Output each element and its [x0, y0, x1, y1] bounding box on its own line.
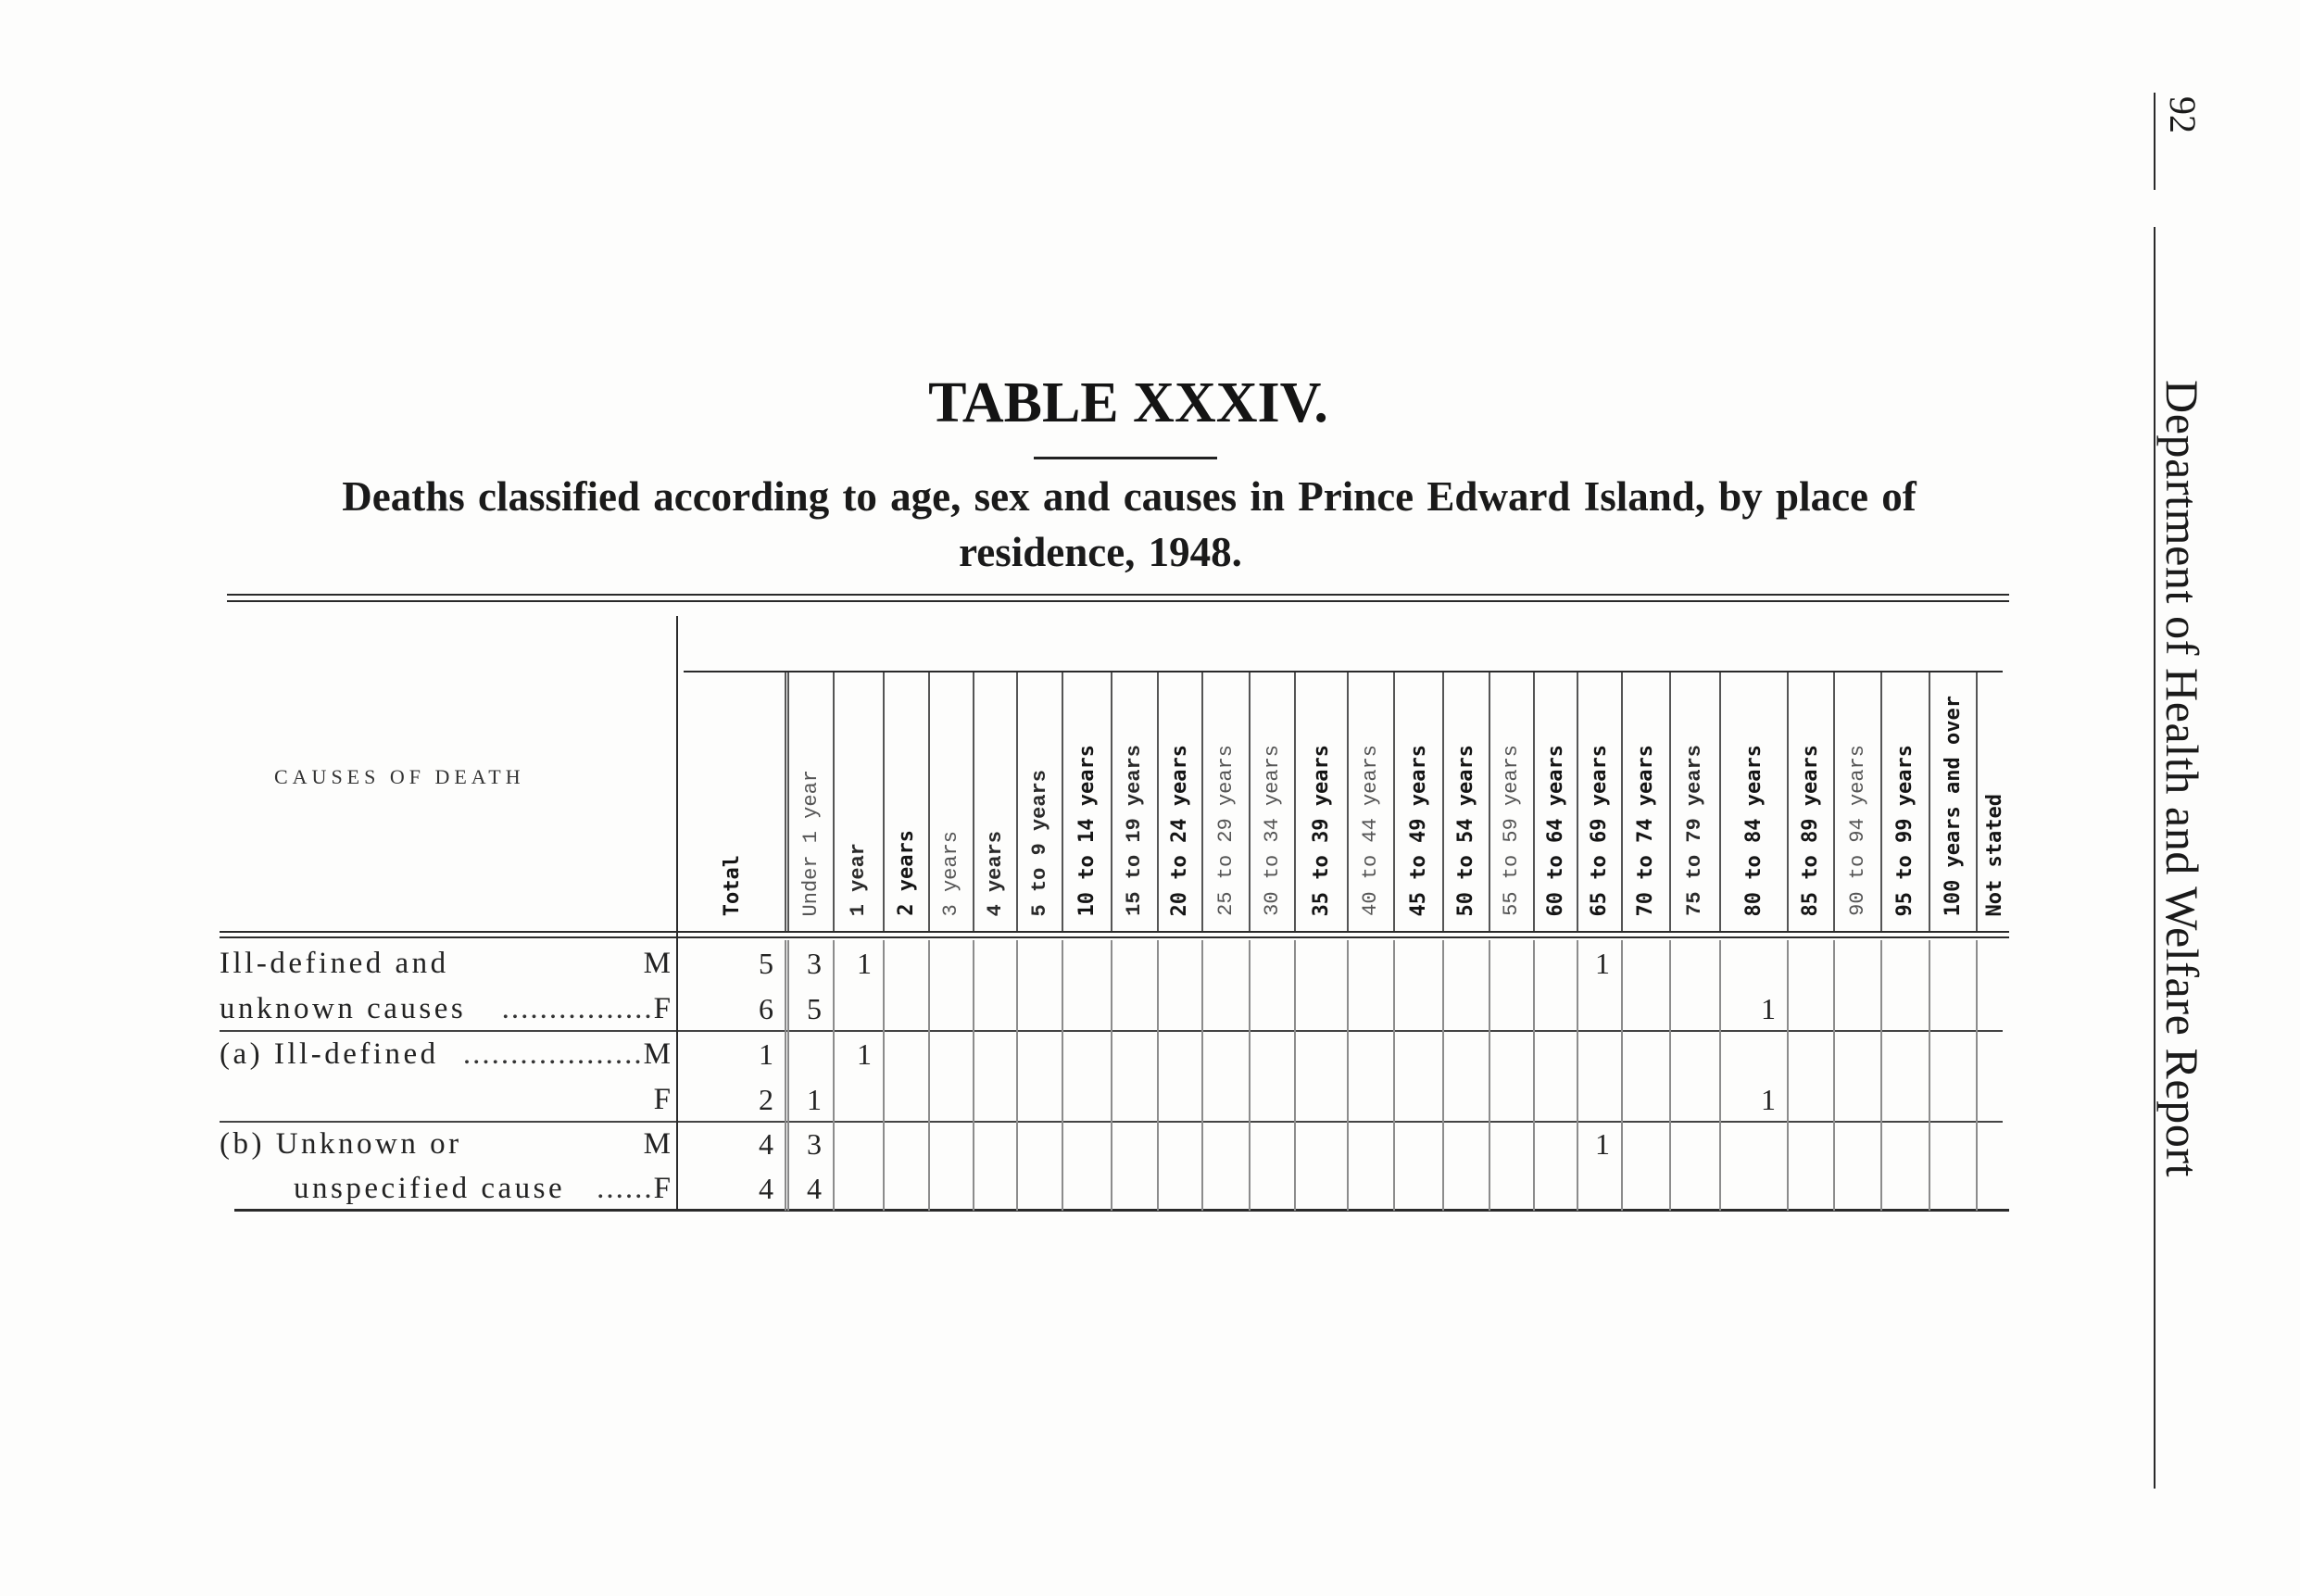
cell-85-to-89-years	[1787, 1031, 1833, 1076]
column-header-20-to-24-years	[1157, 672, 1201, 931]
table-subtitle-line-1: Deaths classified according to age, sex and causes in Prince Edward Island, by place of	[342, 473, 1917, 520]
cell-15-to-19-years	[1111, 986, 1157, 1031]
cell-4-years	[973, 1031, 1016, 1076]
cell-10-to-14-years	[1062, 1166, 1111, 1211]
cell-not-stated	[1976, 986, 2013, 1031]
cell-70-to-74-years	[1621, 1166, 1669, 1211]
cell-55-to-59-years	[1489, 1122, 1533, 1166]
cell-95-to-99-years	[1880, 1076, 1929, 1122]
cell-4-years	[973, 1076, 1016, 1122]
cell-30-to-34-years	[1249, 1122, 1294, 1166]
cell-95-to-99-years	[1880, 1166, 1929, 1211]
table-row	[220, 1122, 2013, 1166]
margin-rule	[2154, 227, 2155, 1489]
cell-5-to-9-years	[1016, 1076, 1062, 1122]
cell-100-years-and-over	[1929, 1122, 1976, 1166]
cell-20-to-24-years	[1157, 1122, 1201, 1166]
cell-4-years	[973, 1166, 1016, 1211]
sex-marker: F	[653, 1082, 671, 1116]
cell-85-to-89-years	[1787, 1122, 1833, 1166]
column-header-label: 35 to 39 years	[1309, 744, 1333, 916]
column-header-35-to-39-years	[1294, 672, 1347, 931]
cell-90-to-94-years	[1833, 1031, 1880, 1076]
column-header-70-to-74-years	[1621, 672, 1669, 931]
column-header-3-years	[928, 672, 973, 931]
column-header-label: 25 to 29 years	[1213, 745, 1238, 916]
cell-3-years	[928, 940, 973, 986]
cell-3-years	[928, 986, 973, 1031]
cell-65-to-69-years	[1577, 986, 1621, 1031]
column-header-45-to-49-years	[1393, 672, 1442, 931]
cell-30-to-34-years	[1249, 1076, 1294, 1122]
cell-25-to-29-years	[1201, 1166, 1249, 1211]
column-header-under-1-year	[785, 672, 833, 931]
cell-under-1-year: 3	[785, 1122, 833, 1166]
cell-10-to-14-years	[1062, 1122, 1111, 1166]
column-header-50-to-54-years	[1442, 672, 1489, 931]
row-stub	[220, 1122, 680, 1166]
cell-2-years	[883, 940, 928, 986]
cell-40-to-44-years	[1347, 940, 1393, 986]
cell-total: 4	[759, 1172, 773, 1205]
row-stub	[220, 940, 680, 986]
cell-10-to-14-years	[1062, 986, 1111, 1031]
column-header-label: 3 years	[939, 830, 962, 916]
cell-total: 1	[759, 1037, 773, 1071]
column-header-85-to-89-years	[1787, 672, 1833, 931]
cell-100-years-and-over	[1929, 1166, 1976, 1211]
cell-90-to-94-years	[1833, 940, 1880, 986]
column-header-2-years	[883, 672, 928, 931]
column-header-label: 2 years	[894, 830, 918, 916]
cell-not-stated	[1976, 1166, 2013, 1211]
cell-under-1-year: 4	[785, 1166, 833, 1211]
column-header-label: Under 1 year	[798, 769, 823, 916]
dot-leader: ................	[501, 991, 654, 1025]
cell-95-to-99-years	[1880, 940, 1929, 986]
column-header-label: 30 to 34 years	[1260, 745, 1284, 916]
cell-1-year	[833, 1122, 883, 1166]
table-title: TABLE XXXIV.	[928, 371, 1328, 434]
cell-under-1-year	[785, 1031, 833, 1076]
column-header-label: 90 to 94 years	[1845, 745, 1869, 916]
cell-2-years	[883, 1031, 928, 1076]
cell-10-to-14-years	[1062, 940, 1111, 986]
cell-2-years	[883, 1166, 928, 1211]
cell-5-to-9-years	[1016, 1166, 1062, 1211]
column-header-75-to-79-years	[1669, 672, 1719, 931]
column-header-1-year	[833, 672, 883, 931]
cell-3-years	[928, 1166, 973, 1211]
cell-2-years	[883, 1076, 928, 1122]
cell-not-stated	[1976, 1076, 2013, 1122]
cause-label: (b) Unknown or	[220, 1127, 462, 1161]
cell-85-to-89-years	[1787, 986, 1833, 1031]
cell-75-to-79-years	[1669, 1076, 1719, 1122]
cell-65-to-69-years	[1577, 1076, 1621, 1122]
cause-label: unspecified cause	[294, 1172, 566, 1205]
cell-30-to-34-years	[1249, 986, 1294, 1031]
cell-15-to-19-years	[1111, 1076, 1157, 1122]
cell-30-to-34-years	[1249, 1166, 1294, 1211]
cell-50-to-54-years	[1442, 986, 1489, 1031]
cell-100-years-and-over	[1929, 940, 1976, 986]
cell-20-to-24-years	[1157, 940, 1201, 986]
cell-55-to-59-years	[1489, 1166, 1533, 1211]
column-header-label: 60 to 64 years	[1543, 744, 1567, 916]
cell-1-year	[833, 1076, 883, 1122]
sex-marker: M	[643, 1037, 671, 1071]
cell-60-to-64-years	[1533, 1031, 1577, 1076]
sex-marker: M	[643, 946, 671, 980]
cell-total: 2	[759, 1082, 773, 1116]
column-header-label: 50 to 54 years	[1454, 744, 1477, 916]
cell-40-to-44-years	[1347, 1076, 1393, 1122]
table-row	[220, 940, 2013, 986]
cell-70-to-74-years	[1621, 1076, 1669, 1122]
sex-marker: F	[653, 991, 671, 1025]
table-row	[220, 1076, 2013, 1122]
cell-80-to-84-years	[1719, 1122, 1787, 1166]
column-header-label: 40 to 44 years	[1359, 745, 1382, 916]
cell-25-to-29-years	[1201, 1076, 1249, 1122]
cell-55-to-59-years	[1489, 986, 1533, 1031]
cell-15-to-19-years	[1111, 1031, 1157, 1076]
cell-90-to-94-years	[1833, 1166, 1880, 1211]
cell-75-to-79-years	[1669, 940, 1719, 986]
cell-40-to-44-years	[1347, 1166, 1393, 1211]
cell-95-to-99-years	[1880, 1122, 1929, 1166]
column-header-label: Total	[720, 854, 744, 916]
cell-50-to-54-years	[1442, 1076, 1489, 1122]
cell-35-to-39-years	[1294, 1031, 1347, 1076]
column-header-label: 95 to 99 years	[1893, 744, 1917, 916]
cell-90-to-94-years	[1833, 986, 1880, 1031]
page-number: 92	[2162, 96, 2204, 133]
cell-70-to-74-years	[1621, 940, 1669, 986]
column-header-label: 70 to 74 years	[1634, 744, 1657, 916]
column-header-label: 10 to 14 years	[1075, 744, 1099, 916]
cell-50-to-54-years	[1442, 1031, 1489, 1076]
cell-45-to-49-years	[1393, 1076, 1442, 1122]
column-header-total	[680, 672, 785, 931]
cell-65-to-69-years	[1577, 1166, 1621, 1211]
cell-75-to-79-years	[1669, 986, 1719, 1031]
cell-not-stated	[1976, 1122, 2013, 1166]
cell-75-to-79-years	[1669, 1122, 1719, 1166]
cell-25-to-29-years	[1201, 1122, 1249, 1166]
table-row	[220, 1166, 2013, 1211]
cell-60-to-64-years	[1533, 1166, 1577, 1211]
cell-15-to-19-years	[1111, 1122, 1157, 1166]
cell-85-to-89-years	[1787, 1166, 1833, 1211]
cell-55-to-59-years	[1489, 1031, 1533, 1076]
cell-5-to-9-years	[1016, 940, 1062, 986]
column-header-label: 55 to 59 years	[1500, 745, 1523, 916]
cell-4-years	[973, 1122, 1016, 1166]
table-body	[220, 940, 2013, 1211]
cell-not-stated	[1976, 1031, 2013, 1076]
cell-4-years	[973, 986, 1016, 1031]
column-header-label: 4 years	[983, 830, 1007, 916]
cell-35-to-39-years	[1294, 940, 1347, 986]
column-header-95-to-99-years	[1880, 672, 1929, 931]
column-header-label: 80 to 84 years	[1741, 744, 1766, 916]
table-top-rule-inner	[227, 600, 2009, 602]
cell-65-to-69-years	[1577, 1031, 1621, 1076]
cell-total: 6	[759, 991, 773, 1025]
cell-85-to-89-years	[1787, 1076, 1833, 1122]
cell-80-to-84-years: 1	[1719, 1076, 1787, 1122]
column-header-4-years	[973, 672, 1016, 931]
cell-70-to-74-years	[1621, 1031, 1669, 1076]
cell-under-1-year: 5	[785, 986, 833, 1031]
column-header-label: 65 to 69 years	[1588, 744, 1611, 916]
stub-header: CAUSES OF DEATH	[274, 765, 525, 788]
cell-100-years-and-over	[1929, 1031, 1976, 1076]
cell-40-to-44-years	[1347, 1122, 1393, 1166]
cell-30-to-34-years	[1249, 940, 1294, 986]
dot-leader: ......	[597, 1172, 654, 1205]
cell-20-to-24-years	[1157, 1076, 1201, 1122]
cell-1-year	[833, 1166, 883, 1211]
cell-45-to-49-years	[1393, 986, 1442, 1031]
column-header-not-stated	[1976, 672, 2013, 931]
row-stub	[220, 1031, 680, 1076]
cell-20-to-24-years	[1157, 986, 1201, 1031]
cell-90-to-94-years	[1833, 1122, 1880, 1166]
cell-under-1-year: 3	[785, 940, 833, 986]
cell-35-to-39-years	[1294, 1076, 1347, 1122]
cell-70-to-74-years	[1621, 1122, 1669, 1166]
cell-25-to-29-years	[1201, 986, 1249, 1031]
table-top-rule	[227, 594, 2009, 596]
column-header-label: 100 years and over	[1941, 695, 1965, 916]
cell-100-years-and-over	[1929, 986, 1976, 1031]
cell-80-to-84-years	[1719, 1166, 1787, 1211]
column-header-30-to-34-years	[1249, 672, 1294, 931]
margin-rule-top	[2154, 93, 2155, 190]
column-header-label: 5 to 9 years	[1027, 769, 1051, 916]
cell-80-to-84-years: 1	[1719, 986, 1787, 1031]
cell-80-to-84-years	[1719, 940, 1787, 986]
cause-label: Ill-defined and	[220, 946, 449, 980]
cell-40-to-44-years	[1347, 986, 1393, 1031]
cell-35-to-39-years	[1294, 1166, 1347, 1211]
column-header-10-to-14-years	[1062, 672, 1111, 931]
cell-20-to-24-years	[1157, 1166, 1201, 1211]
cell-35-to-39-years	[1294, 1122, 1347, 1166]
cell-5-to-9-years	[1016, 1031, 1062, 1076]
column-headers	[680, 672, 2013, 931]
cell-60-to-64-years	[1533, 940, 1577, 986]
column-header-label: 45 to 49 years	[1406, 744, 1430, 916]
cell-50-to-54-years	[1442, 1122, 1489, 1166]
cell-75-to-79-years	[1669, 1166, 1719, 1211]
cell-60-to-64-years	[1533, 1122, 1577, 1166]
cell-100-years-and-over	[1929, 1076, 1976, 1122]
cell-40-to-44-years	[1347, 1031, 1393, 1076]
cell-1-year: 1	[833, 940, 883, 986]
cell-not-stated	[1976, 940, 2013, 986]
cell-5-to-9-years	[1016, 1122, 1062, 1166]
cell-total: 4	[759, 1127, 773, 1161]
cell-20-to-24-years	[1157, 1031, 1201, 1076]
cell-3-years	[928, 1122, 973, 1166]
table-row	[220, 986, 2013, 1031]
cell-15-to-19-years	[1111, 940, 1157, 986]
row-stub	[220, 1166, 680, 1211]
column-header-25-to-29-years	[1201, 672, 1249, 931]
cell-2-years	[883, 1122, 928, 1166]
cell-45-to-49-years	[1393, 1122, 1442, 1166]
column-header-90-to-94-years	[1833, 672, 1880, 931]
cell-65-to-69-years: 1	[1577, 940, 1621, 986]
column-header-label: 75 to 79 years	[1683, 745, 1706, 916]
column-header-80-to-84-years	[1719, 672, 1787, 931]
column-header-60-to-64-years	[1533, 672, 1577, 931]
column-header-label: 1 year	[847, 842, 870, 916]
running-head: Department of Health and Welfare Report	[2156, 380, 2208, 1178]
cell-95-to-99-years	[1880, 986, 1929, 1031]
cell-5-to-9-years	[1016, 986, 1062, 1031]
cell-45-to-49-years	[1393, 1166, 1442, 1211]
cell-80-to-84-years	[1719, 1031, 1787, 1076]
cell-10-to-14-years	[1062, 1031, 1111, 1076]
cell-55-to-59-years	[1489, 940, 1533, 986]
cell-60-to-64-years	[1533, 986, 1577, 1031]
sex-marker: M	[643, 1127, 671, 1161]
column-header-5-to-9-years	[1016, 672, 1062, 931]
column-header-100-years-and-over	[1929, 672, 1976, 931]
cell-35-to-39-years	[1294, 986, 1347, 1031]
cell-85-to-89-years	[1787, 940, 1833, 986]
column-header-65-to-69-years	[1577, 672, 1621, 931]
column-header-label: Not stated	[1983, 793, 2006, 916]
row-stub	[220, 1076, 680, 1122]
cell-50-to-54-years	[1442, 940, 1489, 986]
cell-25-to-29-years	[1201, 1031, 1249, 1076]
column-header-label: 20 to 24 years	[1168, 744, 1191, 916]
cell-60-to-64-years	[1533, 1076, 1577, 1122]
dot-leader: ...................	[462, 1037, 644, 1071]
cell-75-to-79-years	[1669, 1031, 1719, 1076]
cell-90-to-94-years	[1833, 1076, 1880, 1122]
column-header-label: 15 to 19 years	[1123, 745, 1146, 916]
cell-45-to-49-years	[1393, 940, 1442, 986]
cell-1-year	[833, 986, 883, 1031]
column-header-15-to-19-years	[1111, 672, 1157, 931]
cell-30-to-34-years	[1249, 1031, 1294, 1076]
cell-65-to-69-years: 1	[1577, 1122, 1621, 1166]
cell-1-year: 1	[833, 1031, 883, 1076]
column-header-40-to-44-years	[1347, 672, 1393, 931]
cell-under-1-year: 1	[785, 1076, 833, 1122]
cell-3-years	[928, 1076, 973, 1122]
cell-15-to-19-years	[1111, 1166, 1157, 1211]
sex-marker: F	[653, 1172, 671, 1205]
table-row	[220, 1031, 2013, 1076]
cell-2-years	[883, 986, 928, 1031]
cause-label: unknown causes	[220, 991, 467, 1025]
column-header-label: 85 to 89 years	[1799, 744, 1822, 916]
column-header-55-to-59-years	[1489, 672, 1533, 931]
cell-70-to-74-years	[1621, 986, 1669, 1031]
row-stub	[220, 986, 680, 1031]
cell-95-to-99-years	[1880, 1031, 1929, 1076]
header-bottom-rule-inner	[220, 936, 2009, 938]
cell-45-to-49-years	[1393, 1031, 1442, 1076]
cell-total: 5	[759, 946, 773, 980]
cell-10-to-14-years	[1062, 1076, 1111, 1122]
cause-label: (a) Ill-defined	[220, 1037, 439, 1071]
cell-4-years	[973, 940, 1016, 986]
cell-55-to-59-years	[1489, 1076, 1533, 1122]
table-subtitle-line-2: residence, 1948.	[959, 529, 1242, 575]
cell-25-to-29-years	[1201, 940, 1249, 986]
cell-50-to-54-years	[1442, 1166, 1489, 1211]
title-rule	[1034, 457, 1217, 459]
header-bottom-rule	[220, 931, 2009, 933]
cell-3-years	[928, 1031, 973, 1076]
